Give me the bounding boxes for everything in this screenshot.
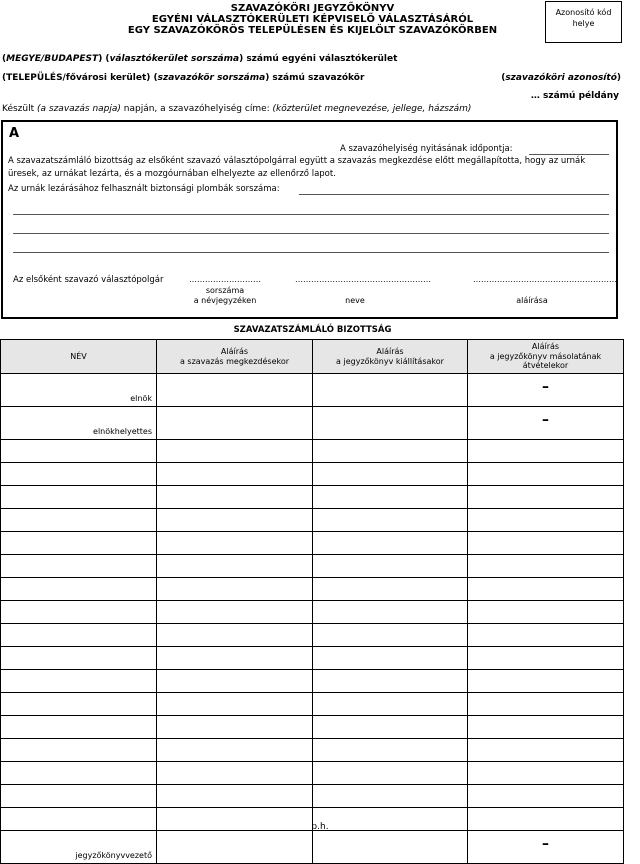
table-row (1, 486, 624, 509)
signature-cell[interactable] (157, 407, 313, 440)
signature-cell[interactable] (157, 374, 313, 407)
signature-cell[interactable] (313, 670, 468, 693)
name-cell[interactable] (1, 463, 157, 486)
district-line (2, 54, 397, 64)
first-voter-label: Az elsőként szavazó választópolgár (13, 275, 164, 285)
header-text: átvételekor (522, 361, 569, 371)
header-text: Aláírás (220, 347, 249, 356)
name-cell[interactable] (1, 831, 157, 864)
signature-cell[interactable] (157, 509, 313, 532)
signature-cell[interactable] (468, 785, 624, 808)
signature-cell[interactable] (468, 693, 624, 716)
signature-cell[interactable] (468, 624, 624, 647)
section-a-letter: A (9, 126, 20, 141)
table-row-president (1, 374, 624, 407)
first-voter-name-caption: neve (345, 296, 365, 305)
copy-number: … számú példány (530, 91, 619, 101)
signature-cell[interactable] (157, 831, 313, 864)
signature-cell[interactable] (313, 509, 468, 532)
table-row (1, 440, 624, 463)
role-president-label: elnök (130, 394, 152, 403)
signature-cell[interactable] (157, 785, 313, 808)
signature-cell[interactable] (313, 440, 468, 463)
id-code-box (545, 1, 622, 43)
name-cell[interactable] (1, 532, 157, 555)
col-issue-signature-header (313, 340, 468, 374)
text-part: ( (2, 54, 7, 64)
voting-day-placeholder: (a szavazás napja) (37, 104, 121, 114)
first-voter-number-caption-1: sorszáma (205, 286, 245, 295)
table-row (1, 739, 624, 762)
text-part: ) számú szavazókör (265, 73, 365, 83)
signature-cell (468, 374, 624, 407)
text-part: napján, a szavazóhelyiség címe: (120, 104, 273, 114)
name-cell[interactable] (1, 374, 157, 407)
table-row (1, 785, 624, 808)
signature-cell[interactable] (468, 647, 624, 670)
signature-cell[interactable] (313, 647, 468, 670)
signature-cell[interactable] (313, 762, 468, 785)
signature-cell[interactable] (313, 624, 468, 647)
header-text: Aláírás (376, 347, 404, 356)
name-cell[interactable] (1, 670, 157, 693)
table-row (1, 555, 624, 578)
signature-cell[interactable] (313, 463, 468, 486)
signature-cell[interactable] (313, 739, 468, 762)
section-a-paragraph-line-1: A szavazatszámláló bizottság az elsőként szavazó választópolgárral együtt a szavazás megkezdése előtt megállapította, hogy az urnák (8, 156, 586, 166)
col-name-header (1, 340, 157, 374)
signature-cell[interactable] (468, 532, 624, 555)
signature-cell[interactable] (313, 785, 468, 808)
name-cell[interactable] (1, 578, 157, 601)
header-text: Aláírás (531, 342, 560, 352)
dash-mark: – (542, 836, 549, 852)
signature-cell[interactable] (468, 601, 624, 624)
text-part: ) számú egyéni választókerület (239, 54, 398, 64)
signature-cell (468, 407, 624, 440)
signature-cell[interactable] (468, 739, 624, 762)
col-copy-signature-header (468, 340, 624, 374)
signature-cell[interactable] (468, 440, 624, 463)
signature-cell[interactable] (157, 647, 313, 670)
table-row (1, 716, 624, 739)
document-title-line-1: SZAVAZÓKÖRI JEGYZŐKÖNYV (230, 3, 395, 14)
seals-field-line-4[interactable] (13, 252, 609, 253)
name-cell[interactable] (1, 440, 157, 463)
opening-time-label: A szavazóhelyiség nyitásának időpontja: (340, 144, 513, 154)
id-code-label-1: Azonosító kód (555, 8, 612, 17)
text-part: ) ( (98, 54, 110, 64)
name-cell[interactable] (1, 716, 157, 739)
signature-cell[interactable] (313, 555, 468, 578)
committee-title: SZAVAZATSZÁMLÁLÓ BIZOTTSÁG (233, 325, 392, 335)
seals-field-line-3[interactable] (13, 233, 609, 234)
name-cell[interactable] (1, 555, 157, 578)
seals-label: Az urnák lezárásához felhasznált biztonsági plombák sorszáma: (8, 184, 280, 194)
signature-cell[interactable] (468, 486, 624, 509)
seals-field[interactable] (299, 194, 609, 195)
signature-cell[interactable] (157, 601, 313, 624)
signature-cell[interactable] (313, 578, 468, 601)
name-cell[interactable] (1, 601, 157, 624)
header-text: NÉV (70, 351, 87, 361)
signature-cell[interactable] (313, 716, 468, 739)
opening-time-field[interactable] (529, 154, 609, 155)
signature-cell[interactable] (157, 578, 313, 601)
table-row (1, 693, 624, 716)
text-part: (TELEPÜLÉS/fővárosi kerület) ( (2, 73, 158, 83)
first-voter-number-field[interactable]: ……………………… (189, 275, 261, 284)
id-code-label-2: helye (572, 19, 595, 28)
seals-field-line-2[interactable] (13, 214, 609, 215)
station-id-line (501, 73, 621, 83)
text-part: ) (616, 73, 621, 83)
role-recorder-label: jegyzőkönyvvezető (75, 851, 152, 860)
header-text: a jegyzőkönyv másolatának (489, 351, 602, 361)
signature-cell[interactable] (157, 670, 313, 693)
name-cell[interactable] (1, 486, 157, 509)
signature-cell[interactable] (157, 762, 313, 785)
first-voter-signature-caption: aláírása (516, 296, 548, 305)
committee-table (0, 339, 624, 864)
signature-cell[interactable] (313, 693, 468, 716)
section-a (1, 120, 618, 319)
section-a-paragraph-line-2: üresek, az urnákat lezárta, és a mozgóurnában elhelyezte az ellenőrző lapot. (8, 169, 336, 179)
table-row (1, 762, 624, 785)
name-cell[interactable] (1, 624, 157, 647)
signature-cell[interactable] (313, 831, 468, 864)
signature-cell[interactable] (468, 578, 624, 601)
name-cell[interactable] (1, 739, 157, 762)
signature-cell[interactable] (157, 440, 313, 463)
document-title-line-2: EGYÉNI VÁLASZTÓKERÜLETI KÉPVISELŐ VÁLASZTÁSÁRÓL (151, 14, 474, 25)
signature-cell[interactable] (157, 555, 313, 578)
table-row (1, 601, 624, 624)
name-cell[interactable] (1, 509, 157, 532)
stamp-place: p.h. (311, 822, 329, 832)
table-row (1, 624, 624, 647)
signature-cell[interactable] (157, 624, 313, 647)
signature-cell[interactable] (157, 486, 313, 509)
table-row (1, 670, 624, 693)
district-number-placeholder: választókerület sorszáma (109, 54, 240, 64)
signature-cell[interactable] (313, 486, 468, 509)
first-voter-name-field[interactable]: …………………………………………… (295, 275, 431, 284)
signature-cell[interactable] (468, 762, 624, 785)
signature-cell[interactable] (157, 532, 313, 555)
table-row-vice-president (1, 407, 624, 440)
made-on-line (2, 104, 471, 114)
signature-cell[interactable] (157, 716, 313, 739)
role-vice-president-label: elnökhelyettes (93, 427, 152, 436)
station-number-placeholder: szavazókör sorszáma (157, 73, 266, 83)
name-cell[interactable] (1, 693, 157, 716)
table-row (1, 578, 624, 601)
name-cell[interactable] (1, 407, 157, 440)
address-placeholder: (közterület megnevezése, jellege, házszám) (272, 104, 472, 114)
signature-cell[interactable] (313, 532, 468, 555)
table-row (1, 647, 624, 670)
first-voter-signature-field[interactable]: ……………………………………………… (473, 275, 617, 284)
county-placeholder: MEGYE/BUDAPEST (6, 54, 99, 64)
text-part: ( (501, 73, 506, 83)
signature-cell[interactable] (468, 463, 624, 486)
table-header-row (1, 340, 624, 374)
signature-cell[interactable] (157, 693, 313, 716)
table-row (1, 463, 624, 486)
first-voter-number-caption-2: a névjegyzéken (193, 296, 257, 305)
station-id-placeholder: szavazóköri azonosító (505, 73, 617, 83)
signature-cell[interactable] (468, 509, 624, 532)
signature-cell[interactable] (313, 374, 468, 407)
dash-mark: – (542, 412, 549, 428)
signature-cell (468, 831, 624, 864)
signature-cell[interactable] (157, 463, 313, 486)
signature-cell[interactable] (313, 601, 468, 624)
col-start-signature-header (157, 340, 313, 374)
table-row-recorder (1, 831, 624, 864)
polling-station-line (2, 73, 364, 83)
name-cell[interactable] (1, 762, 157, 785)
signature-cell[interactable] (468, 716, 624, 739)
header-text: a szavazás megkezdésekor (179, 356, 290, 366)
name-cell[interactable] (1, 647, 157, 670)
header-text: a jegyzőkönyv kiállításakor (336, 356, 444, 366)
name-cell[interactable] (1, 785, 157, 808)
dash-mark: – (542, 379, 549, 395)
table-row (1, 509, 624, 532)
document-title-line-3: EGY SZAVAZÓKÖRÖS TELEPÜLÉSEN ÉS KIJELÖLT SZAVAZÓKÖRBEN (127, 25, 498, 36)
signature-cell[interactable] (313, 407, 468, 440)
text-part: Készült (2, 104, 37, 114)
signature-cell[interactable] (468, 670, 624, 693)
signature-cell[interactable] (157, 739, 313, 762)
signature-cell[interactable] (468, 555, 624, 578)
table-row (1, 532, 624, 555)
